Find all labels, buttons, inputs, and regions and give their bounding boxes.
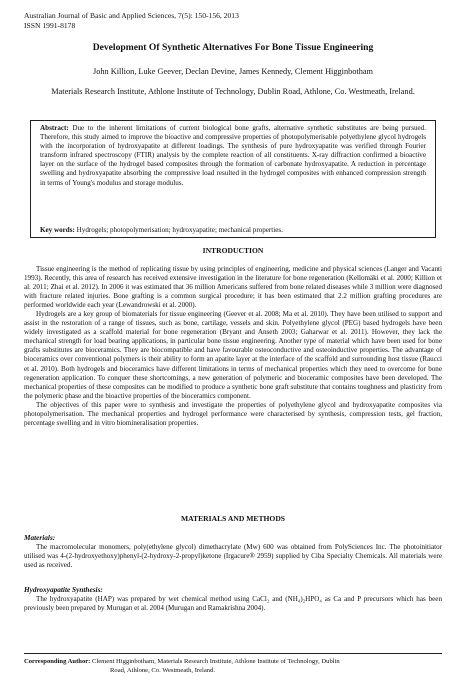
hap-heading: Hydroxyapatite Synthesis: [24,585,103,594]
keywords-text: Hydrogels; photopolymerisation; hydroxyapatite; mechanical properties. [74,226,283,234]
introduction-body [24,265,442,428]
corresponding-line-2: Road, Athlone, Co. Westmeath, Ireland. [110,667,216,674]
materials-body [24,543,442,570]
abstract-box [30,120,436,238]
corresponding-line-1: Clement Higginbotham, Materials Research Institute, Athlone Institute of Technology, Dublin [90,658,340,665]
hap-paragraph: The hydroxyapatite (HAP) was prepared by wet chemical method using CaCl₂ and (NH₄)₂HPO₄ as Ca and P precursors which has been previously been prepared by Murugan et al. 2004 (Murugan and Ramakrishna 2004). [24,595,442,613]
materials-heading: Materials: [24,533,56,542]
paper-title: Development Of Synthetic Alternatives For Bone Tissue Engineering [92,42,374,53]
methods-heading: MATERIALS AND METHODS [180,514,286,523]
keywords-label: Key words: [40,226,75,234]
introduction-heading: INTRODUCTION [202,246,264,255]
abstract-label: Abstract: [40,124,69,132]
corresponding-label: Corresponding Author: [24,658,91,665]
intro-paragraph-3: The objectives of this paper were to synthesis and investigate the properties of polyethylene glycol and hydroxyapatite composites via photopolymerisation. The mechanical properties and hydrogel performance were characterised by synthesis, compression tests, gel fraction, percentage swelling and in vitro biomineralisation properties. [24,400,442,427]
affiliation: Materials Research Institute, Athlone Institute of Technology, Dublin Road, Athlone, Co. Westmeath, Ireland. [51,87,415,96]
corresponding-author [24,657,442,675]
author-list: John Killion, Luke Geever, Declan Devine, James Kennedy, Clement Higginbotham [93,67,373,76]
journal-header [24,11,239,31]
journal-issn: ISSN 1991-8178 [24,21,76,30]
footnote-divider [24,653,442,654]
hap-body [24,595,442,613]
keywords [40,226,283,234]
intro-paragraph-1: Tissue engineering is the method of replicating tissue by using principles of engineering, medicine and physical sciences (Langer and Vacanti 1993). Recently, this area of research has received extensive investigation in the literature for bone regeneration (Kellomäki et al. 2000; Killion et al. 2011; Zhai et al. 2012). In 2006 it was estimated that 36 million Americans suffered from bone related diseases while 3 million were diagnosed with fracture related injuries. Bone grafting is a common surgical procedure; it has been estimated that 2.2 million grafting procedures are performed worldwide each year (Lewandrowski et al. 2000). [24,265,442,310]
materials-paragraph: The macromolecular monomers, poly(ethylene glycol) dimethacrylate (Mw) 600 was obtained from PolySciences Inc. The photoinitiator utilised was 4-(2-hydroxyethoxy)phenyl-(2-hydroxy-2-propyl)ketone (Irgacure® 2959) supplied by Ciba Specialty Chemicals. All materials were used as received. [24,543,442,570]
intro-paragraph-2: Hydrogels are a key group of biomaterials for tissue engineering (Geever et al. 2008; Ma et al. 2010). They have been utilised to support and assist in the restoration of a range of tissues, such as bone, cartilage, vessels and skin. Polyethylene glycol (PEG) based hydrogels have been widely investigated as a scaffold material for bone regeneration (Bryant and Anseth 2003; Gaharwar et al. 2011). However, they lack the mechanical strength for load bearing applications, in particular bone tissue engineering. Another type of material which have been used for bone grafts substitutes are bioceramics. They are biocompatible and have favourable osteoconductive and osteoinductive properties. The advantage of bioceramics over conventional polymers is their ability to form an apatite layer at the interface of the scaffold and surrounding host tissue (Raucci et al. 2010). Both hydrogels and bioceramics have different limitations in terms of mechanical properties which they need to overcome for bone regeneration application. To conquer these shortcomings, a new generation of polymeric and bioceramic composites have been developed. The mechanical properties of these composites can be modified to produce a synthetic bone graft substitute that contains toughness and plasticity from the polymeric phase and the bioactive properties of the bioceramics component. [24,310,442,400]
journal-citation: Australian Journal of Basic and Applied Sciences, 7(5): 150-156, 2013 [24,11,239,20]
abstract-text: Due to the inherent limitations of current biological bone grafts, alternative synthetic substitutes are being pursued. Therefore, this study aimed to improve the bioactive and compressive properties of photopolymerisable polyethylene glycol hydrogels with the incorporation of hydroxyapatite at different loadings. The synthesis of pure hydroxyapatite was verified through Fourier transform infrared spectroscopy (FTIR) analysis by the complete reaction of all constituents. X-ray diffraction confirmed a bioactive layer on the surface of the hydrogel based composites through the formation of carbonate hydroxyapatite. A reduction in percentage swelling and hydroxyapatite absorbing the compressive load resulted in the hydrogel composites with enhanced compression strength in terms of Young's modulus and storage modulus. [40,124,426,187]
